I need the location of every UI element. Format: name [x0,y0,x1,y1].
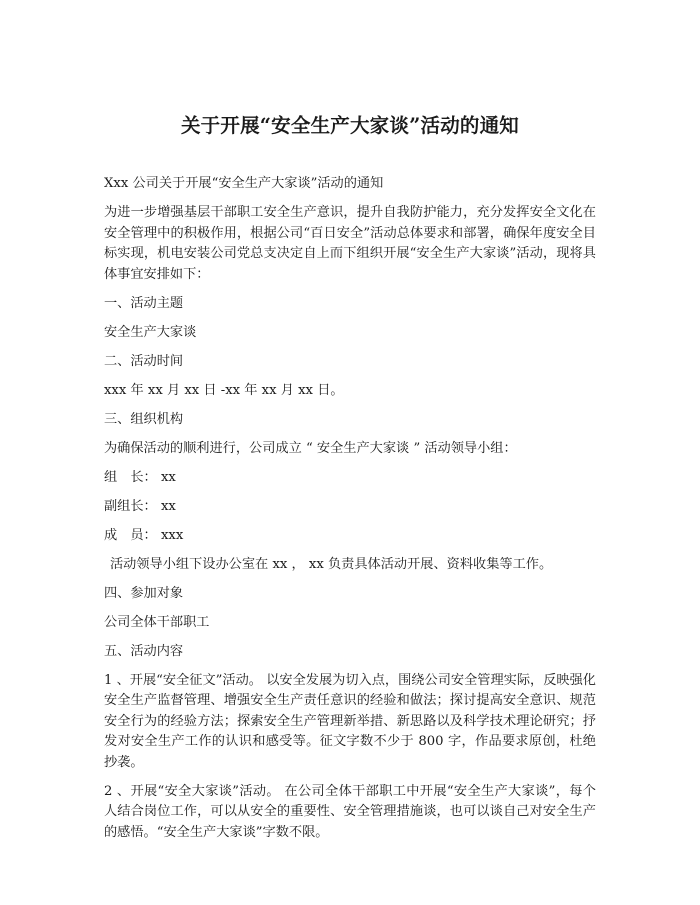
organization-intro: 为确保活动的顺利进行，公司成立 “ 安全生产大家谈 ” 活动领导小组： [104,440,517,456]
section-heading-time: 二、活动时间 [104,353,184,369]
section-heading-content: 五、活动内容 [104,643,184,659]
section-heading-organization: 三、组织机构 [104,411,184,427]
theme-text: 安全生产大家谈 [104,324,197,340]
office-text: 活动领导小组下设办公室在 xx ， xx 负责具体活动开展、资料收集等工作。 [110,556,553,572]
content-item-1: 1 、开展“安全征文”活动。 以安全发展为切入点，围绕公司安全管理实际，反映强化安全生产监督管理、增强安全生产责任意识的经验和做法；探讨提高安全意识、规范安全行为的经验方法；探索安全生产管理新举措、新思路以及科学技术理论研究；抒发对安全生产工作的认识和感受等。征文字数不少于 800 字，作品要求原创，杜绝抄袭。 [104,672,596,770]
section-heading-theme: 一、活动主题 [104,295,184,311]
team-leader: 组 长： xx [104,469,176,485]
notice-heading: Xxx 公司关于开展“安全生产大家谈”活动的通知 [104,176,384,191]
deputy-leader: 副组长： xx [104,498,176,514]
document-title: 关于开展“安全生产大家谈”活动的通知 [180,114,520,137]
time-text: xxx 年 xx 月 xx 日 -xx 年 xx 月 xx 日。 [104,382,344,398]
team-members: 成 员： xxx [104,527,184,543]
participants-text: 公司全体干部职工 [104,614,210,630]
section-heading-participants: 四、参加对象 [104,585,184,601]
intro-paragraph: 为进一步增强基层干部职工安全生产意识，提升自我防护能力，充分发挥安全文化在安全管理中的积极作用，根据公司“百日安全”活动总体要求和部署，确保年度安全目标实现，机电安装公司党总支决定自上而下组织开展“安全生产大家谈”活动，现将具体事宜安排如下： [104,205,596,282]
content-item-2: 2 、开展“安全大家谈”活动。 在公司全体干部职工中开展“安全生产大家谈”，每个人结合岗位工作，可以从安全的重要性、安全管理措施谈，也可以谈自己对安全生产的感悟。“安全生产大家谈”字数不限。 [104,783,596,840]
